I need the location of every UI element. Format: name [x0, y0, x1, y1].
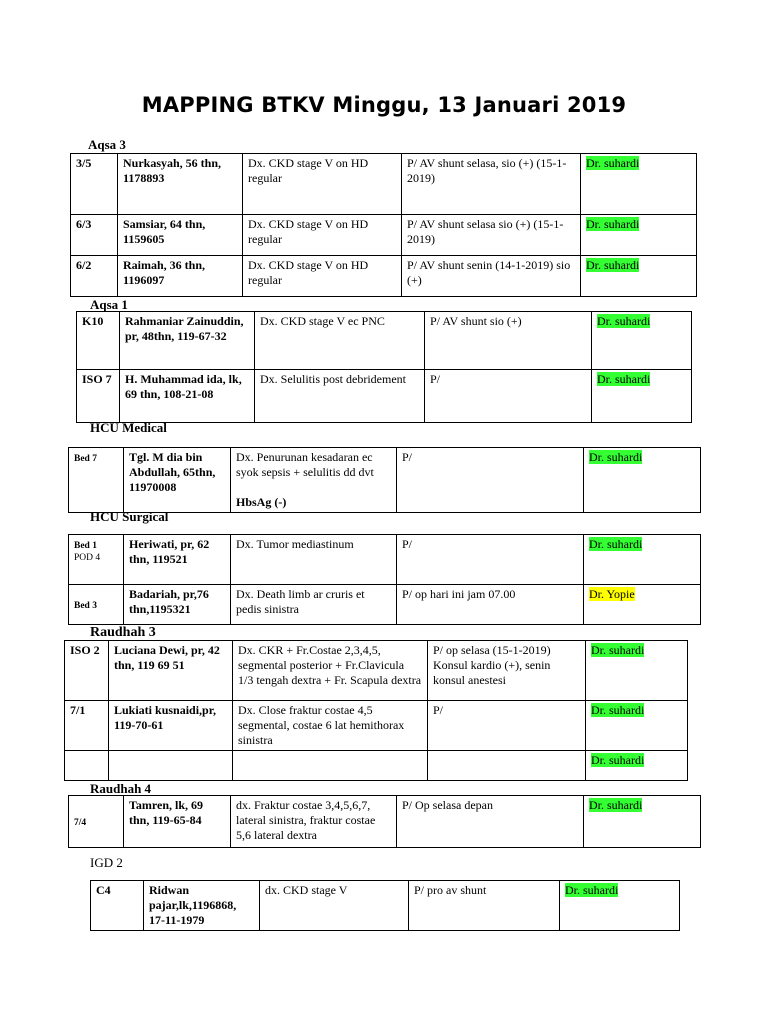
table-raudhah-3 — [64, 640, 688, 781]
doctor-name: Dr. suhardi — [589, 537, 643, 551]
table-row — [77, 312, 692, 370]
table-row — [71, 215, 697, 256]
bed-cell — [69, 535, 124, 585]
doctor-cell — [592, 370, 692, 423]
doctor-cell — [584, 448, 701, 513]
diagnosis-cell: Dx. CKD stage V on HD regular — [243, 256, 402, 297]
patient-cell: Nurkasyah, 56 thn, 1178893 — [118, 154, 243, 215]
diagnosis-cell: Dx. Selulitis post debridement — [255, 370, 425, 423]
table-row — [69, 796, 701, 848]
patient-cell: Rahmaniar Zainuddin, pr, 48thn, 119-67-32 — [120, 312, 255, 370]
patient-cell: Ridwan pajar,lk,1196868, 17-11-1979 — [144, 881, 260, 931]
diagnosis-cell: Dx. Tumor mediastinum — [231, 535, 397, 585]
doctor-name: Dr. suhardi — [589, 798, 643, 812]
doctor-name: Dr. suhardi — [591, 753, 645, 767]
bed-cell — [65, 751, 109, 781]
plan-cell: P/ op hari ini jam 07.00 — [397, 585, 584, 625]
page-title: MAPPING BTKV Minggu, 13 Januari 2019 — [141, 93, 627, 117]
section-label-igd-2: IGD 2 — [90, 855, 123, 870]
table-aqsa-3 — [70, 153, 697, 297]
patient-cell: Tgl. M dia bin Abdullah, 65thn, 11970008 — [124, 448, 231, 513]
doctor-cell — [584, 535, 701, 585]
diagnosis-extra: HbsAg (-) — [236, 495, 287, 509]
table-aqsa-1 — [76, 311, 692, 423]
section-label-aqsa-1: Aqsa 1 — [90, 297, 128, 312]
plan-cell: P/ AV shunt selasa sio (+) (15-1-2019) — [402, 215, 581, 256]
doctor-cell — [586, 701, 688, 751]
doctor-cell — [586, 751, 688, 781]
patient-cell: Badariah, pr,76 thn,1195321 — [124, 585, 231, 625]
bed-sub-label: POD 4 — [74, 553, 101, 563]
plan-cell: P/ AV shunt sio (+) — [425, 312, 592, 370]
table-row — [65, 641, 688, 701]
section-label-raudhah-4: Raudhah 4 — [90, 781, 152, 796]
bed-cell — [69, 796, 124, 848]
patient-cell — [109, 751, 233, 781]
doctor-cell — [581, 215, 697, 256]
doctor-name: Dr. suhardi — [591, 703, 645, 717]
diagnosis-cell — [233, 751, 428, 781]
table-row — [69, 585, 701, 625]
table-row — [65, 751, 688, 781]
doctor-cell — [584, 585, 701, 625]
bed-cell: C4 — [91, 881, 144, 931]
bed-cell: 6/3 — [71, 215, 118, 256]
plan-cell: P/ — [397, 448, 584, 513]
patient-cell: Heriwati, pr, 62 thn, 119521 — [124, 535, 231, 585]
table-hcu-surgical — [68, 534, 701, 625]
section-label-hcu-medical: HCU Medical — [90, 420, 167, 435]
table-row — [69, 448, 701, 513]
patient-cell: Luciana Dewi, pr, 42 thn, 119 69 51 — [109, 641, 233, 701]
patient-cell: Tamren, lk, 69 thn, 119-65-84 — [124, 796, 231, 848]
diagnosis-cell: dx. CKD stage V — [260, 881, 409, 931]
bed-label: Bed 1 — [74, 541, 97, 551]
bed-cell — [69, 585, 124, 625]
doctor-cell — [592, 312, 692, 370]
doctor-name: Dr. suhardi — [597, 372, 651, 386]
table-row — [69, 535, 701, 585]
table-row — [77, 370, 692, 423]
plan-cell — [428, 751, 586, 781]
doctor-name: Dr. suhardi — [586, 258, 640, 272]
table-row — [91, 881, 680, 931]
doctor-name: Dr. suhardi — [586, 217, 640, 231]
section-label-raudhah-3: Raudhah 3 — [90, 625, 156, 640]
bed-label: Bed 7 — [74, 454, 97, 464]
section-label-aqsa-3: Aqsa 3 — [88, 137, 126, 152]
bed-cell: 6/2 — [71, 256, 118, 297]
bed-cell: 7/1 — [65, 701, 109, 751]
doctor-name: Dr. Yopie — [589, 587, 635, 601]
diagnosis-cell — [231, 448, 397, 513]
doctor-name: Dr. suhardi — [589, 450, 643, 464]
bed-label: Bed 3 — [74, 601, 97, 611]
doctor-name: Dr. suhardi — [586, 156, 640, 170]
table-igd-2 — [90, 880, 680, 931]
plan-cell: P/ AV shunt senin (14-1-2019) sio (+) — [402, 256, 581, 297]
diagnosis-cell: Dx. Close fraktur costae 4,5 segmental, costae 6 lat hemithorax sinistra — [233, 701, 428, 751]
plan-cell: P/ op selasa (15-1-2019) Konsul kardio (+), senin konsul anestesi — [428, 641, 586, 701]
patient-cell: Lukiati kusnaidi,pr, 119-70-61 — [109, 701, 233, 751]
patient-cell: H. Muhammad ida, lk, 69 thn, 108-21-08 — [120, 370, 255, 423]
table-row — [71, 154, 697, 215]
plan-cell: P/ AV shunt selasa, sio (+) (15-1-2019) — [402, 154, 581, 215]
bed-cell: ISO 7 — [77, 370, 120, 423]
plan-cell: P/ pro av shunt — [409, 881, 560, 931]
bed-cell — [69, 448, 124, 513]
bed-label: 7/4 — [74, 818, 87, 828]
bed-cell: K10 — [77, 312, 120, 370]
diagnosis-cell: Dx. CKR + Fr.Costae 2,3,4,5, segmental posterior + Fr.Clavicula 1/3 tengah dextra + Fr. Scapula dextra — [233, 641, 428, 701]
plan-cell: P/ — [425, 370, 592, 423]
patient-cell: Samsiar, 64 thn, 1159605 — [118, 215, 243, 256]
diagnosis-cell: dx. Fraktur costae 3,4,5,6,7, lateral sinistra, fraktur costae 5,6 lateral dextra — [231, 796, 397, 848]
doctor-cell — [581, 256, 697, 297]
diagnosis-cell: Dx. Death limb ar cruris et pedis sinistra — [231, 585, 397, 625]
plan-cell: P/ — [428, 701, 586, 751]
diagnosis-text: Dx. Penurunan kesadaran ec syok sepsis + selulitis dd dvt — [236, 450, 374, 479]
diagnosis-cell: Dx. CKD stage V ec PNC — [255, 312, 425, 370]
table-row — [65, 701, 688, 751]
doctor-cell — [560, 881, 680, 931]
plan-cell: P/ Op selasa depan — [397, 796, 584, 848]
doctor-cell — [581, 154, 697, 215]
diagnosis-cell: Dx. CKD stage V on HD regular — [243, 215, 402, 256]
bed-cell: ISO 2 — [65, 641, 109, 701]
table-raudhah-4 — [68, 795, 701, 848]
plan-cell: P/ — [397, 535, 584, 585]
patient-cell: Raimah, 36 thn, 1196097 — [118, 256, 243, 297]
section-label-hcu-surgical: HCU Surgical — [90, 509, 169, 524]
diagnosis-cell: Dx. CKD stage V on HD regular — [243, 154, 402, 215]
bed-cell: 3/5 — [71, 154, 118, 215]
table-hcu-medical — [68, 447, 701, 513]
table-row — [71, 256, 697, 297]
doctor-name: Dr. suhardi — [565, 883, 619, 897]
doctor-cell — [584, 796, 701, 848]
doctor-cell — [586, 641, 688, 701]
doctor-name: Dr. suhardi — [597, 314, 651, 328]
doctor-name: Dr. suhardi — [591, 643, 645, 657]
